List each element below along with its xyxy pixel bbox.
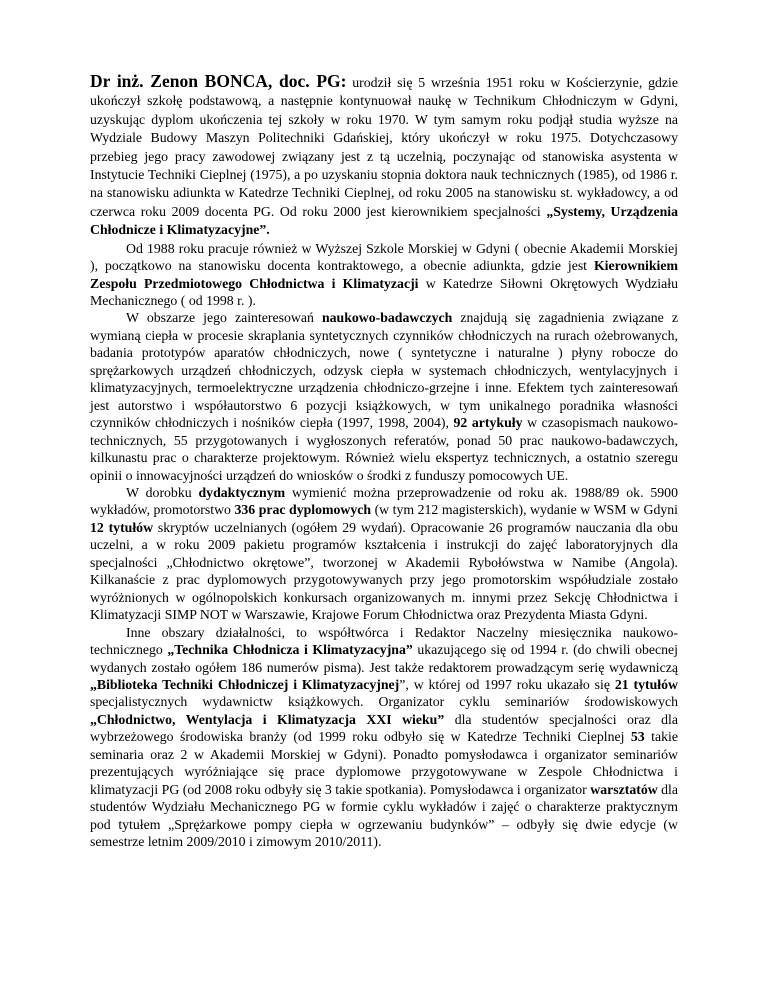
text-run: urodził się 5 września 1951 roku w Kościerzynie, gdzie ukończył szkołę podstawową, a następnie kontynuował naukę w Technikum Chłodniczym w Gdyni, uzyskując dyplom ukończenia tej szkoły w roku 1970. W tym samym roku podjął studia wyższe na Wydziale Budowy Maszyn Politechniki Gdańskiej, który ukończył w roku 1975. Dotychczasowy przebieg jego pracy zawodowej związany jest z tą uczelnią, poczynając od stanowiska asystenta w Instytucie Techniki Cieplnej (1975), a po uzyskaniu stopnia doktora nauk technicznych (1985), od 1986 r. na stanowisku adiunkta w Katedrze Techniki Cieplnej, od roku 2005 na stanowisku st. wykładowcy, a od czerwca roku 2009 docenta PG. Od roku 2000 jest kierownikiem specjalności: [90, 75, 678, 219]
bold-text-run: warsztatów: [590, 781, 658, 797]
bold-text-run: dydaktycznym: [198, 485, 286, 500]
paragraph-text: [90, 241, 678, 308]
bold-text-run: 92 artykuły: [453, 415, 523, 431]
author-heading: Dr inż. Zenon BONCA, doc. PG:: [90, 71, 347, 91]
text-run: w Katedrze Siłowni Okrętowych Wydziału Mechanicznego ( od 1998 r. ).: [90, 275, 678, 309]
text-run: Od 1988 roku pracuje również w Wyższej Szkole Morskiej w Gdyni ( obecnie Akademii Morskiej ), początkowo na stanowisku docenta kontraktowego, a obecnie adiunkta, gdzie jest: [90, 240, 678, 274]
text-run: W dorobku: [126, 485, 199, 500]
paragraph-text: [90, 75, 678, 237]
text-run: (w tym 212 magisterskich), wydanie w WSM w Gdyni: [371, 502, 678, 518]
text-run: Inne obszary działalności, to współtwórca i Redaktor Naczelny miesięcznika naukowo-technicznego: [90, 624, 678, 658]
bold-text-run: Kierownikiem Zespołu Przedmiotowego Chłodnictwa i Klimatyzacji: [90, 258, 678, 291]
bold-text-run: 336 prac dyplomowych: [234, 502, 372, 518]
document-body: [90, 72, 678, 851]
bold-text-run: 53: [630, 729, 645, 745]
text-run: dla studentów specjalności oraz dla wybrzeżowego środowiska branży (od 1999 roku odbyło się w Katedrze Techniki Cieplnej: [90, 711, 678, 745]
text-run: ”, w której od 1997 roku ukazało się: [399, 676, 615, 692]
text-run: W obszarze jego zainteresowań: [126, 310, 322, 326]
bold-text-run: naukowo-badawczych: [321, 310, 453, 326]
paragraph-other-activities: [90, 624, 678, 851]
bold-text-run: „Biblioteka Techniki Chłodniczej i Klimatyzacyjnej: [90, 676, 400, 692]
paragraph-text: [90, 625, 678, 849]
text-run: specjalistycznych wydawnictw książkowych. Organizator cyklu seminariów środowiskowych: [90, 694, 678, 710]
paragraph-maritime-academy: [90, 240, 678, 310]
paragraph-research: [90, 309, 678, 484]
text-run: ukazującego się od 1994 r. (do chwili obecnej wydanych zostało ogółem 186 numerów pisma). Jest także redaktorem prowadzącym serię wydawniczą: [90, 642, 678, 675]
text-run: skryptów uczelnianych (ogółem 29 wydań). Opracowanie 26 programów nauczania dla obu uczelni, a w roku 2009 pakietu programów kształcenia i instrukcji do zajęć laboratoryjnych dla specjalności „Chłodnictwo okrętowe”, tworzonej w Akademii Rybołówstwa w Namibe (Angola). Kilkanaście z prac dyplomowych przygotowywanych przy jego promotorskim współudziale zostało wyróżnionych w ogólnopolskich konkursach organizowanych m. innymi przez Sekcję Chłodnictwa i Klimatyzacji SIMP NOT w Warszawie, Krajowe Forum Chłodnictwa oraz Prezydenta Miasta Gdyni.: [90, 519, 679, 623]
paragraph-intro: [90, 72, 678, 240]
bold-text-run: „Systemy, Urządzenia Chłodnicze i Klimatyzacyjne”.: [90, 203, 678, 238]
text-run: takie seminaria oraz 2 w Akademii Morskiej w Gdyni). Ponadto pomysłodawca i organizator seminariów prezentujących wyróżniające się prace dyplomowe przygotowywane w Zespole Chłodnictwa i klimatyzacji PG (od 2008 roku odbyły się 3 takie spotkania). Pomysłodawca i organizator: [90, 729, 678, 797]
paragraph-text: [90, 310, 678, 482]
text-run: w czasopismach naukowo-technicznych, 55 przygotowanych i wygłoszonych referatów, ponad 50 prac naukowo-badawczych, kilkunastu prac o charakterze projektowym. Również wielu ekspertyz technicznych, a ostatnio szeregu opinii o innowacyjności urządzeń do wniosków o środki z funduszy pomocowych UE.: [90, 415, 679, 483]
bold-text-run: 12 tytułów: [90, 519, 154, 535]
bold-text-run: „Technika Chłodnicza i Klimatyzacyjna”: [167, 642, 413, 658]
text-run: znajdują się zagadnienia związane z wymianą ciepła w procesie skraplania syntetycznych czynników chłodniczych na rurach ożebrowanych, badania prototypów aparatów chłodniczych, nowe ( syntetyczne i naturalne ) płyny robocze do sprężarkowych urządzeń chłodniczych, odzysk ciepła w systemach chłodniczych, wentylacyjnych i klimatyzacyjnych, termoelektryczne urządzenia chłodniczo-grzejne i inne. Efektem tych zainteresowań jest autorstwo i współautorstwo 6 pozycji książkowych, w tym unikalnego poradnika własności czynników chłodniczych i nośników ciepła (1997, 1998, 2004),: [90, 310, 678, 431]
bold-text-run: „Chłodnictwo, Wentylacja i Klimatyzacja XXI wieku”: [90, 711, 445, 727]
bold-text-run: 21 tytułów: [614, 676, 679, 692]
text-run: wymienić można przeprowadzenie od roku ak. 1988/89 ok. 5900 wykładów, promotorstwo: [90, 485, 678, 518]
paragraph-teaching: [90, 484, 678, 624]
paragraph-text: [90, 485, 678, 622]
text-run: dla studentów Wydziału Mechanicznego PG w formie cyklu wykładów i zajęć o charakterze praktycznym pod tytułem „Sprężarkowe pompy ciepła w ogrzewaniu budynków” – odbyły się dwie edycje (w semestrze letnim 2009/2010 i zimowym 2010/2011).: [90, 781, 678, 850]
